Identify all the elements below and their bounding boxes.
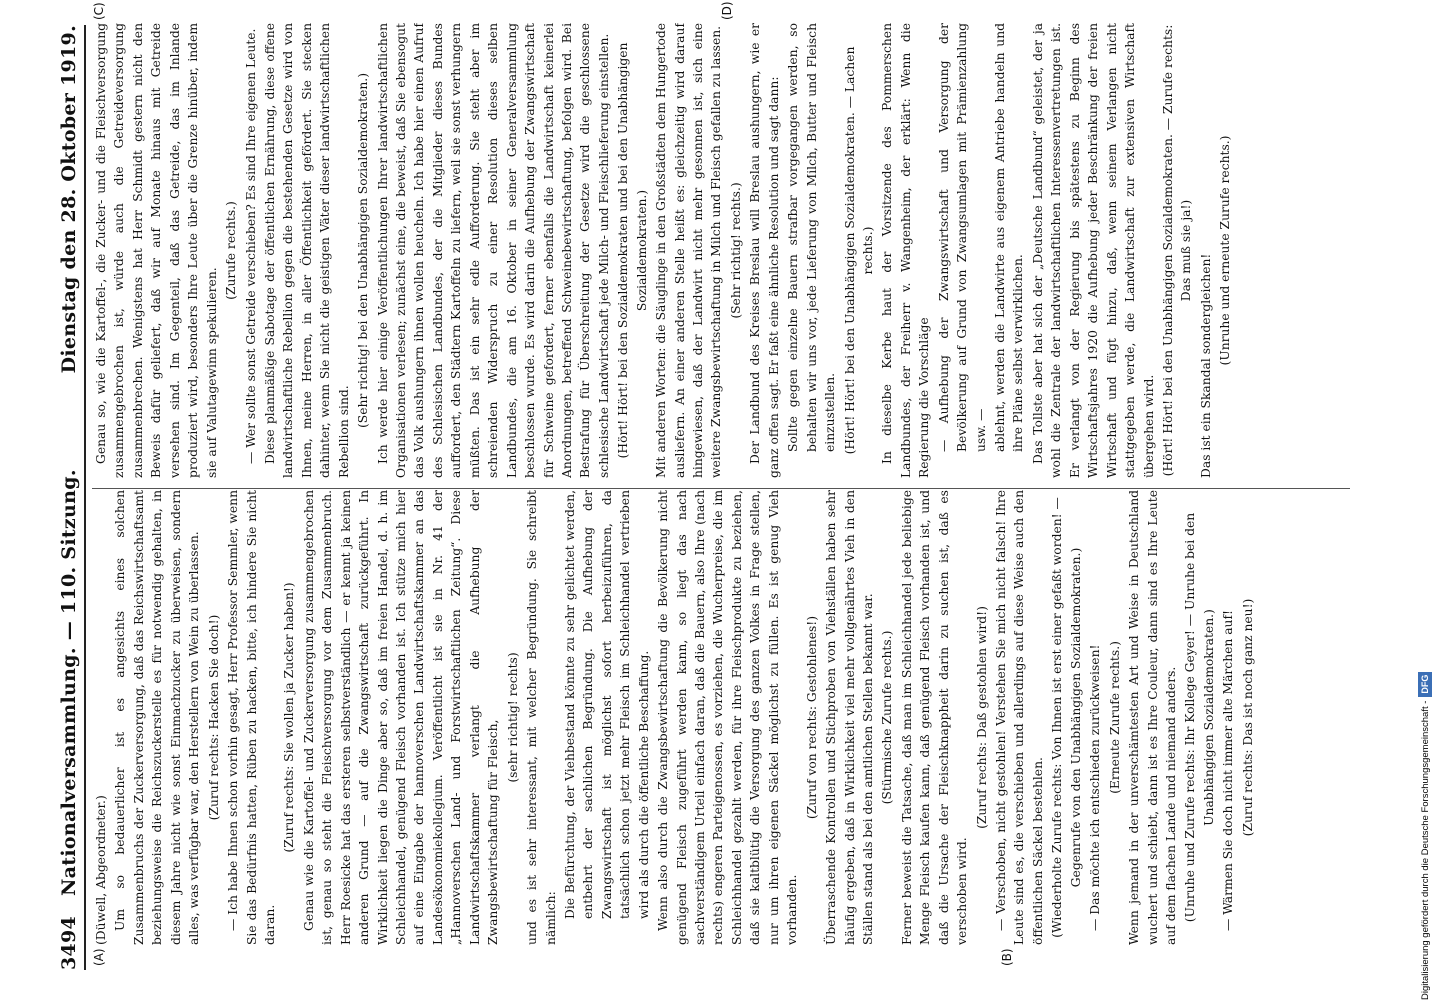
- interjection-paragraph: (Wiederholte Zurufe rechts: Von Ihnen ist erst einer gefaßt worden! — Gegenrufe von den Unabhängigen Sozialdemokraten.): [1050, 497, 1083, 938]
- speech-paragraph: Wenn jemand in der unverschämtesten Art und Weise in Deutschland wuchert und schiebt, dann ist es Ihre Couleur, dann sind es Ihre Leute auf dem flachen Lande und niemand anders.: [1127, 490, 1178, 945]
- speech-paragraph: ablehnt, werden die Landwirte aus eigenem Antriebe handeln und ihre Pläne selbst verwirklichen.: [993, 23, 1026, 452]
- margin-marker-a: (A): [92, 948, 106, 966]
- margin-marker-b: (B): [1000, 948, 1014, 966]
- interjection-paragraph: (Unruhe und erneute Zurufe rechts.): [1218, 135, 1233, 366]
- interjection-paragraph: (Hört! Hört! bei den Sozialdemokraten und bei den Unabhängigen Sozialdemokraten.): [616, 42, 649, 459]
- dfg-logo: DFG: [1418, 672, 1432, 697]
- interjection-paragraph: (Zuruf rechts: Hacken Sie doch!): [206, 614, 221, 821]
- interjection-paragraph: (Hört! Hört! bei den Unabhängigen Sozialdemokraten. — Lachen rechts.): [842, 46, 875, 455]
- speech-paragraph: Diese planmäßige Sabotage der öffentlichen Ernährung, diese offene landwirtschaftliche Rebellion gegen die bestehenden Gesetze wird von Ihnen, meine Herren, in aller Öffentlichkeit gefördert. Sie stecken dahinter, wenn Sie nicht die geistigen Väter dieser landwirtschaftlichen Rebellion sind.: [262, 23, 351, 478]
- speech-paragraph: Um so bedauerlicher ist es angesichts eines solchen Zusammenbruchs der Zuckerversorgung, daß das Reichswirtschaftsamt beziehungsweise die Reichszuckerstelle es für notwendig gehalten, in diesem Jahre nicht wie sonst Einmachzucker zu überweisen, sondern alles, was verfügbar war, den Herstellern von Wein zu überlassen.: [113, 490, 202, 945]
- interjection-paragraph: (Sehr richtig! bei den Unabhängigen Sozialdemokraten.): [356, 72, 371, 429]
- speech-paragraph: Ferner beweist die Tatsache, daß man im Schleichhandel jede beliebige Menge Fleisch kaufen kann, daß genügend Fleisch vorhanden ist, und daß die Ursache der Fleischknappheit darin zu suchen ist, daß es verschoben wird.: [899, 490, 970, 945]
- interjection-paragraph: (Hört! Hört! bei den Unabhängigen Sozialdemokraten. — Zurufe rechts: Das muß sie ja!): [1160, 24, 1194, 477]
- speech-paragraph: — Wer sollte sonst Getreide verschieben? Es sind Ihre eigenen Leute.: [243, 28, 258, 464]
- speech-paragraph: — Wärmen Sie doch nicht immer alte Märchen auf!: [1221, 610, 1236, 931]
- speech-paragraph: — Aufhebung der Zwangswirtschaft und Versorgung der Bevölkerung auf Grund von Zwangsumlagen mit Prämienzahlung usw. —: [936, 23, 988, 452]
- margin-marker-c: (C): [92, 2, 106, 20]
- speech-paragraph: Ich werde hier einige Veröffentlichungen Ihrer landwirtschaftlichen Organisationen verlesen; zunächst eine, die beweist, daß Sie ebensogut das Volk aushungern ihnen wollen heucheln. Ich habe hier einen Aufruf des Schlesischen Landbundes, der die Mitglieder dieses Bundes auffordert, den Städtern Kartoffeln zu liefern, weil sie sonst verhungern müßten. Das ist ein sehr edle Aufforderung. Sie steht aber im schreienden Widerspruch zu einer Resolution dieses selben Landbundes, die am 16. Oktober in seiner Generalversammlung beschlossen wurde. Es wird darin die Aufhebung der Zwangswirtschaft für Schweine gefordert, ferner ebenfalls die Landwirtschaft keinerlei Anordnungen, betreffend Schweinebewirtschaftung, befolgen wird. Bei Bestrafung für Überschreitung der Gesetze wird die geschlossene schlesische Landwirtschaft jede Milch- und Fleischlieferung einstellen.: [375, 23, 611, 478]
- column-divider: [92, 488, 1350, 489]
- speech-paragraph: (Düwell, Abgeordneter.): [94, 795, 108, 945]
- interjection-paragraph: (Stürmische Zurufe rechts.): [880, 630, 895, 805]
- speech-paragraph: Sollte gegen einzelne Bauern strafbar vorgegangen werden, so behalten wir uns vor, jede Lieferung von Milch, Butter und Fleisch einzustellen.: [786, 23, 838, 452]
- interjection-paragraph: (Unruhe und Zurufe rechts: Ihr Kollege Geyer! — Unruhe bei den Unabhängigen Sozialdemokraten.): [1183, 512, 1216, 923]
- interjection-paragraph: (Erneute Zurufe rechts.): [1107, 641, 1122, 794]
- speech-paragraph: In dieselbe Kerbe haut der Vorsitzende des Pommerschen Landbundes, der Freiherr v. Wangenheim, der erklärt: Wenn die Regierung die Vorschläge: [880, 23, 932, 478]
- interjection-paragraph: (Zuruf rechts: Sie wollen ja Zucker haben!): [282, 582, 297, 853]
- speech-paragraph: — Verschoben, nicht gestohlen! Verstehen Sie mich nicht falsch! Ihre Leute sind es, die verschieben und allerdings auf diese Weise auch den öffentlichen Säckel bestehlen.: [994, 490, 1045, 945]
- speech-paragraph: und es ist sehr interessant, mit welcher Begründung. Sie schreibt nämlich:: [525, 490, 558, 945]
- session-date: Dienstag den 28. Oktober 1919.: [58, 25, 80, 374]
- speech-paragraph: Genau so, wie die Kartoffel-, die Zucker- und die Fleischversorgung zusammengebrochen ist, würde auch die Getreideversorgung zusammenbrechen. Wenigstens hat Herr Schmidt gestern nicht den Beweis dafür geliefert, daß wir auf Monate hinaus mit Getreide versehen sind. Im Gegenteil, daß das Getreide, das im Inlande produziert wird, besonders Ihre Leute über die Grenze hinüber, indem sie auf Valutagewinn spekulieren.: [94, 23, 219, 478]
- speech-paragraph: — Das möchte ich entschieden zurückweisen!: [1088, 644, 1103, 931]
- speech-paragraph: Das Tollste aber hat sich der „Deutsche Landbund“ geleistet, der ja wohl die Zentrale der landwirtschaftlichen Interessenvertretungen ist. Er verlangt von der Regierung bis spätestens zu Beginn des Wirtschaftsjahres 1920 die Aufhebung jeder Beschränkung der freien Wirtschaft und fügt hinzu, daß, wenn seinem Verlangen nicht stattgegeben werde, die Landwirtschaft zur extensiven Wirtschaft übergehen wird.: [1030, 23, 1156, 478]
- speech-paragraph: — Ich habe Ihnen schon vorhin gesagt, Herr Professor Semmler, wenn Sie das Bedürfnis hatten, Rüben zu hacken, bitte, ich hindere Sie nicht daran.: [226, 490, 277, 945]
- page-header: [58, 25, 86, 970]
- credit-text: Digitalisierung gefördert durch die Deutsche Forschungsgemeinschaft -: [1420, 700, 1431, 1000]
- digitization-credit: [1418, 0, 1432, 1000]
- interjection-paragraph: (Zuruf rechts: Daß gestohlen wird!): [974, 606, 989, 829]
- interjection-paragraph: (Zuruf rechts: Das ist noch ganz neu!): [1240, 598, 1255, 837]
- speech-paragraph: Die Befürchtung, der Viehbestand könnte zu sehr gelichtet werden, entbehrt der sachlichen Begründung. Die Aufhebung der Zwangswirtschaft ist möglichst sofort herbeizuführen, da tatsächlich schon jetzt mehr Fleisch im Schleichhandel vertrieben wird als durch die öffentliche Beschaffung.: [562, 490, 651, 919]
- page-number: 3494: [58, 915, 80, 970]
- interjection-paragraph: (Sehr richtig! rechts.): [728, 182, 743, 319]
- interjection-paragraph: (Zuruf von rechts: Gestohlenes!): [804, 615, 819, 820]
- interjection-paragraph: (sehr richtig! rechts): [505, 652, 520, 783]
- margin-marker-d: (D): [720, 1, 734, 20]
- left-text-column: [92, 490, 1350, 945]
- speech-paragraph: Mit anderen Worten: die Säuglinge in den Großstädten dem Hungertode ausliefern. An einer anderen Stelle heißt es: gleichzeitig wird darauf hingewiesen, daß der Landwirt nicht mehr gesonnen ist, sich eine weitere Zwangsbewirtschaftung in Milch und Fleisch gefallen zu lassen.: [654, 23, 724, 478]
- speech-paragraph: Überraschende Kontrollen und Stichproben von Viehställen haben sehr häufig ergeben, daß in Wirklichkeit viel mehr vollgenährtes Vieh in den Ställen stand als bei den amtlichen Stellen bekannt war.: [824, 490, 875, 945]
- speech-paragraph: Genau wie die Kartoffel- und Zuckerversorgung zusammengebrochen ist, genau so steht die Fleischversorgung vor dem Zusammenbruch. Herr Roesicke hat das ersteren selbstverständlich — er kennt ja keinen anderen Grund — auf die Zwangswirtschaft zurückgeführt. In Wirklichkeit liegen die Dinge aber so, daß im freien Handel, d. h. im Schleichhandel, genügend Fleisch vorhanden ist. Ich stütze mich hier auf eine Eingabe der hannoverschen Landwirtschaftskammer an das Landesökonomiekollegium. Veröffentlicht ist sie in Nr. 41 der „Hannoverschen Land- und Forstwirtschaftlichen Zeitung“. Diese Landwirtschaftskammer verlangt die Aufhebung der Zwangsbewirtschaftung für Fleisch,: [301, 490, 501, 945]
- right-text-column: [92, 23, 1350, 478]
- speech-paragraph: Das ist ein Skandal sondergleichen!: [1198, 253, 1213, 478]
- interjection-paragraph: (Zurufe rechts.): [224, 201, 239, 300]
- speech-paragraph: Der Landbund des Kreises Breslau will Breslau aushungern, wie er ganz offen sagt. Er faßt eine ähnliche Resolution und sagt dann:: [748, 23, 781, 478]
- session-title: Nationalversammlung. — 110. Sitzung.: [58, 469, 80, 896]
- speech-paragraph: Wenn also durch die Zwangsbewirtschaftung die Bevölkerung nicht genügend Fleisch zugeführt werden kann, so liegt das nach sachverständigem Urteil einfach daran, daß die Bauern, also Ihre (nach rechts) engeren Parteigenossen, es vorziehen, die Wucherpreise, die im Schleichhandel gezahlt werden, für ihre Fleischprodukte zu beziehen, daß sie kaltblütig die Versorgung des ganzen Volkes in Frage stellen, nur um ihren eigenen Säckel möglichst zu füllen. Es ist genug Vieh vorhanden.: [656, 490, 800, 945]
